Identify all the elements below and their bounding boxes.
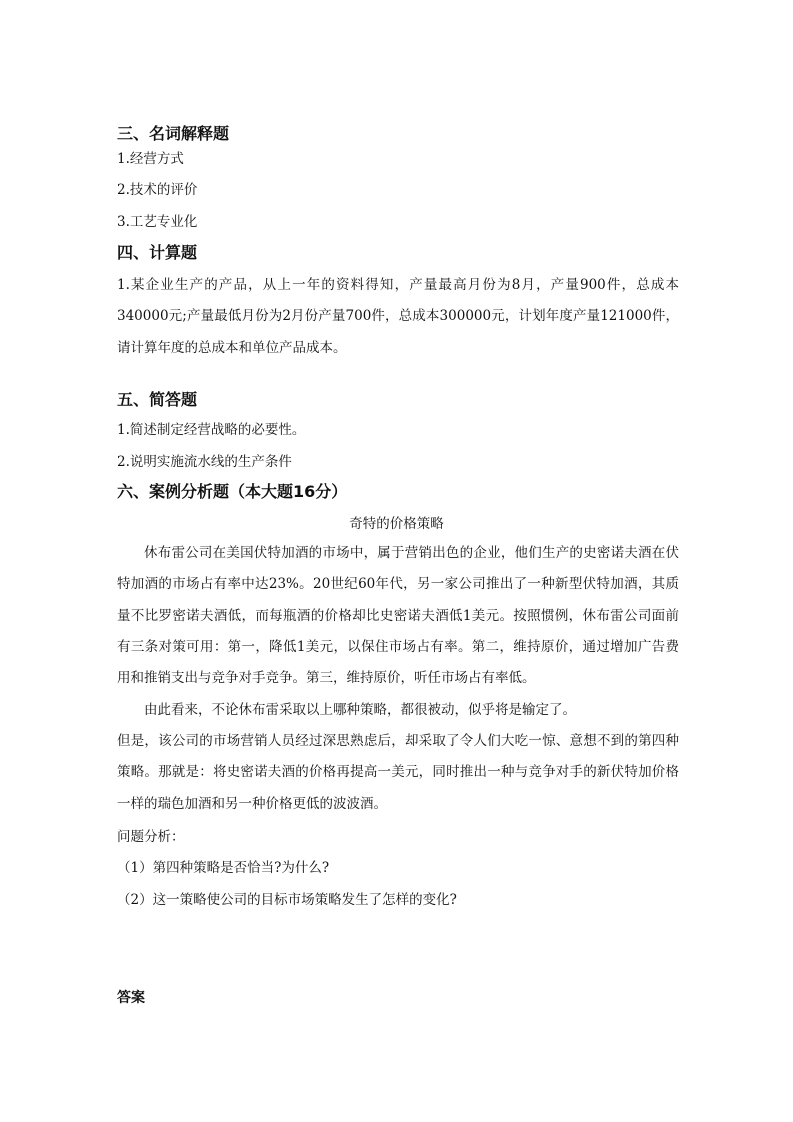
section5-heading: 五、简答题 xyxy=(117,390,198,409)
analysis-question-2: （2）这一策略使公司的目标市场策略发生了怎样的变化? xyxy=(117,892,457,908)
case-title: 奇特的价格策略 xyxy=(349,516,444,532)
section5-item-2: 2.说明实施流水线的生产条件 xyxy=(117,454,292,470)
case-paragraph-1: 休布雷公司在美国伏特加酒的市场中，属于营销出色的企业，他们生产的史密诺夫酒在伏特加酒的市场占有率中达23%。20世纪60年代，另一家公司推出了一种新型伏特加酒，其质量不比罗密诺夫酒低，而每瓶酒的价格却比史密诺夫酒低1美元。按照惯例，休布雷公司面前有三条对策可用：第一，降低1美元，以保住市场占有率。第二，维持原价，通过增加广告费用和推销支出与竞争对手竞争。第三，维持原价，听任市场占有率低。 xyxy=(117,545,679,687)
section3-item-2: 2.技术的评价 xyxy=(117,182,198,198)
section3-heading: 三、名词解释题 xyxy=(117,124,230,143)
section4-heading: 四、计算题 xyxy=(117,243,198,262)
case-paragraph-2: 由此看来，不论休布雷采取以上哪种策略，都很被动，似乎将是输定了。 xyxy=(144,702,576,718)
answer-heading: 答案 xyxy=(117,990,145,1006)
section3-item-3: 3.工艺专业化 xyxy=(117,214,198,230)
section4-question: 1.某企业生产的产品，从上一年的资料得知，产量最高月份为8月，产量900件，总成本340000元;产量最低月份为2月份产量700件，总成本300000元，计划年度产量121000件，请计算年度的总成本和单位产品成本。 xyxy=(117,277,679,356)
analysis-label: 问题分析： xyxy=(117,829,185,845)
section6-heading: 六、案例分析题（本大题16分） xyxy=(117,482,348,501)
section5-item-1: 1.简述制定经营战略的必要性。 xyxy=(117,422,306,438)
analysis-question-1: （1）第四种策略是否恰当?为什么? xyxy=(117,860,330,876)
case-paragraph-3: 但是，该公司的市场营销人员经过深思熟虑后，却采取了令人们大吃一惊、意想不到的第四种策略。那就是：将史密诺夫酒的价格再提高一美元，同时推出一种与竞争对手的新伏特加价格一样的瑞色加酒和另一种价格更低的波波酒。 xyxy=(117,733,679,812)
section3-item-1: 1.经营方式 xyxy=(117,151,184,167)
